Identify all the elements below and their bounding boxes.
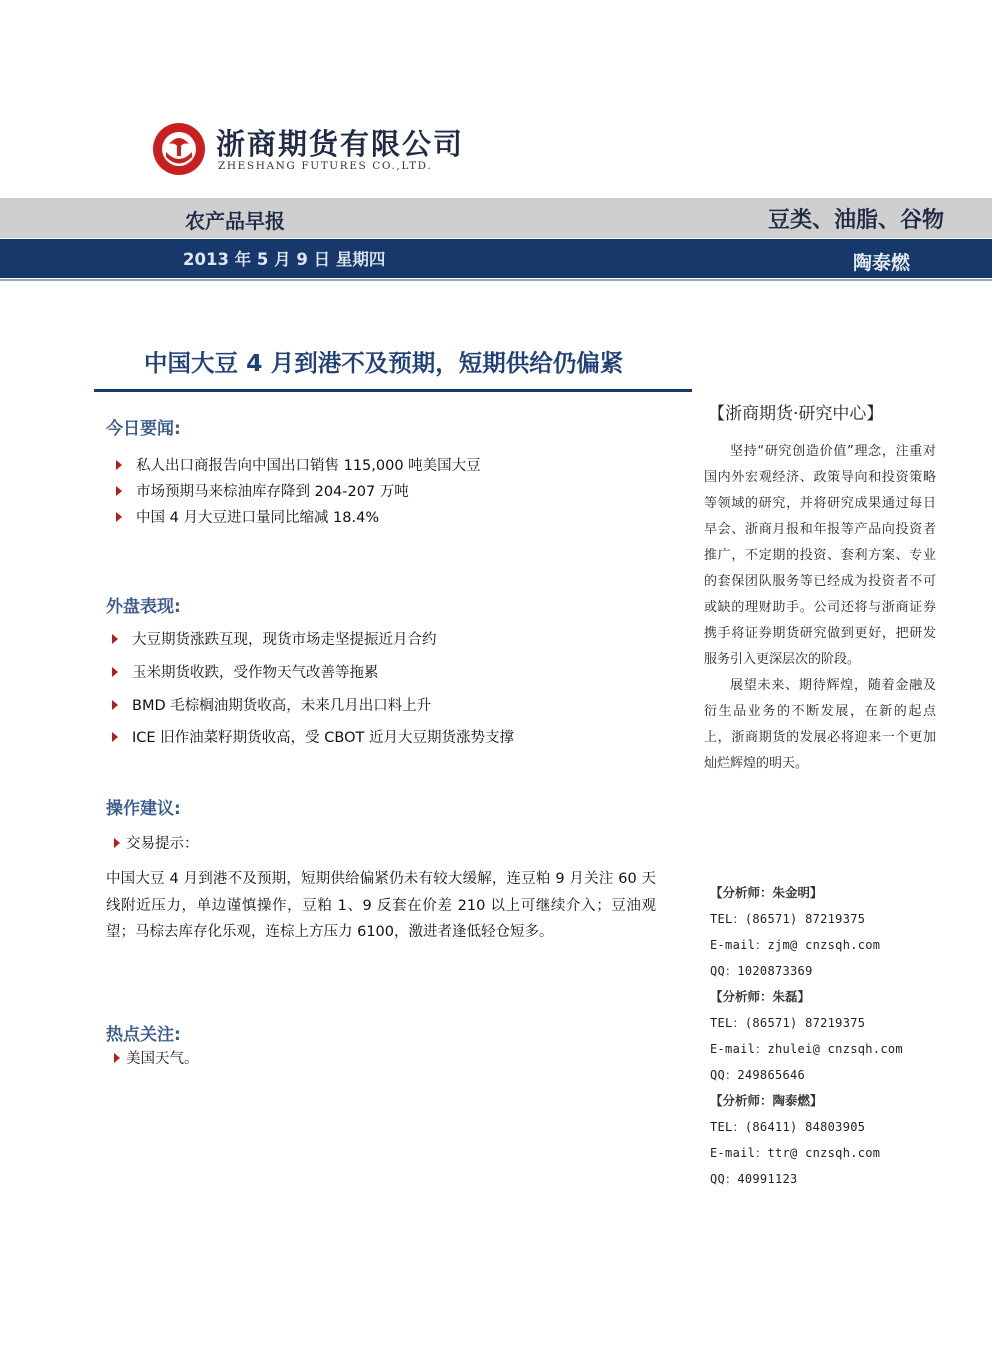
external-section-title: 外盘表现: — [106, 597, 181, 617]
advice-section-title: 操作建议: — [106, 799, 181, 819]
headline: 中国大豆 4 月到港不及预期，短期供给仍偏紧 — [144, 349, 624, 377]
analyst-tel: TEL：(86411) 84803905 — [710, 1120, 866, 1134]
bullet-triangle-icon — [112, 732, 118, 742]
report-categories: 豆类、油脂、谷物 — [767, 208, 944, 233]
hot-item: 美国天气。 — [114, 1047, 199, 1068]
report-author: 陶泰燃 — [852, 252, 910, 274]
analyst-email[interactable]: E-mail：zjm@ cnzsqh.com — [710, 938, 881, 952]
bullet-triangle-icon — [112, 667, 118, 677]
hot-section-title: 热点关注: — [106, 1025, 181, 1045]
analyst-block — [710, 1088, 950, 1192]
company-name-cn: 浙商期货有限公司 — [216, 127, 465, 161]
news-section-title: 今日要闻: — [106, 419, 181, 439]
news-item: 中国 4 月大豆进口量同比缩减 18.4% — [116, 506, 379, 527]
analyst-block — [710, 984, 950, 1088]
sidebar-intro — [704, 439, 936, 777]
bullet-triangle-icon — [114, 838, 120, 848]
analyst-name: 【分析师：陶泰燃】 — [710, 1093, 823, 1108]
analyst-contacts — [710, 880, 950, 1192]
external-item: 大豆期货涨跌互现，现货市场走坚提振近月合约 — [112, 628, 437, 649]
analyst-qq: QQ：1020873369 — [710, 964, 813, 978]
analyst-email[interactable]: E-mail：zhulei@ cnzsqh.com — [710, 1042, 903, 1056]
analyst-tel: TEL：(86571) 87219375 — [710, 912, 866, 926]
sidebar-paragraph: 坚持“研究创造价值”理念，注重对国内外宏观经济、政策导向和投资策略等领域的研究，并将研究成果通过每日早会、浙商月报和年报等产品向投资者推广，不定期的投资、套利方案、专业的套保团队服务等已经成为投资者不可或缺的理财助手。公司还将与浙商证券携手将证券期货研究做到更好，把研发服务引入更深层次的阶段。 — [704, 444, 936, 667]
news-item: 私人出口商报告向中国出口销售 115,000 吨美国大豆 — [116, 454, 481, 475]
analyst-email[interactable]: E-mail：ttr@ cnzsqh.com — [710, 1146, 881, 1160]
header-blue-band — [0, 239, 992, 278]
header-divider — [0, 279, 992, 281]
bullet-triangle-icon — [116, 486, 122, 496]
company-logo-icon — [152, 122, 206, 176]
sidebar-title: 【浙商期货·研究中心】 — [708, 404, 884, 424]
bullet-triangle-icon — [114, 1053, 120, 1063]
report-type: 农产品早报 — [185, 209, 285, 233]
sidebar-paragraph: 展望未来、期待辉煌，随着金融及衍生品业务的不断发展，在新的起点上，浙商期货的发展必将迎来一个更加灿烂辉煌的明天。 — [704, 678, 936, 771]
advice-subtitle: 交易提示： — [114, 832, 199, 853]
headline-rule — [94, 389, 692, 392]
analyst-qq: QQ：249865646 — [710, 1068, 806, 1082]
company-name-en: ZHESHANG FUTURES CO.,LTD. — [218, 160, 433, 172]
bullet-triangle-icon — [116, 512, 122, 522]
bullet-triangle-icon — [112, 700, 118, 710]
analyst-block — [710, 880, 950, 984]
advice-text: 中国大豆 4 月到港不及预期，短期供给偏紧仍未有较大缓解，连豆粕 9 月关注 60 天线附近压力，单边谨慎操作，豆粕 1、9 反套在价差 210 以上可继续介入；豆油观望；马棕去库存化乐观，连棕上方压力 6100，激进者逢低轻仓短多。 — [106, 871, 656, 940]
report-date: 2013 年 5 月 9 日 星期四 — [183, 250, 386, 269]
external-item: BMD 毛棕榈油期货收高，未来几月出口料上升 — [112, 694, 431, 715]
bullet-triangle-icon — [112, 634, 118, 644]
analyst-name: 【分析师：朱磊】 — [710, 989, 811, 1004]
external-item: ICE 旧作油菜籽期货收高，受 CBOT 近月大豆期货涨势支撑 — [112, 726, 514, 747]
news-item: 市场预期马来棕油库存降到 204-207 万吨 — [116, 480, 409, 501]
analyst-tel: TEL：(86571) 87219375 — [710, 1016, 866, 1030]
bullet-triangle-icon — [116, 460, 122, 470]
analyst-qq: QQ：40991123 — [710, 1172, 798, 1186]
analyst-name: 【分析师：朱金明】 — [710, 885, 823, 900]
external-item: 玉米期货收跌，受作物天气改善等拖累 — [112, 661, 379, 682]
